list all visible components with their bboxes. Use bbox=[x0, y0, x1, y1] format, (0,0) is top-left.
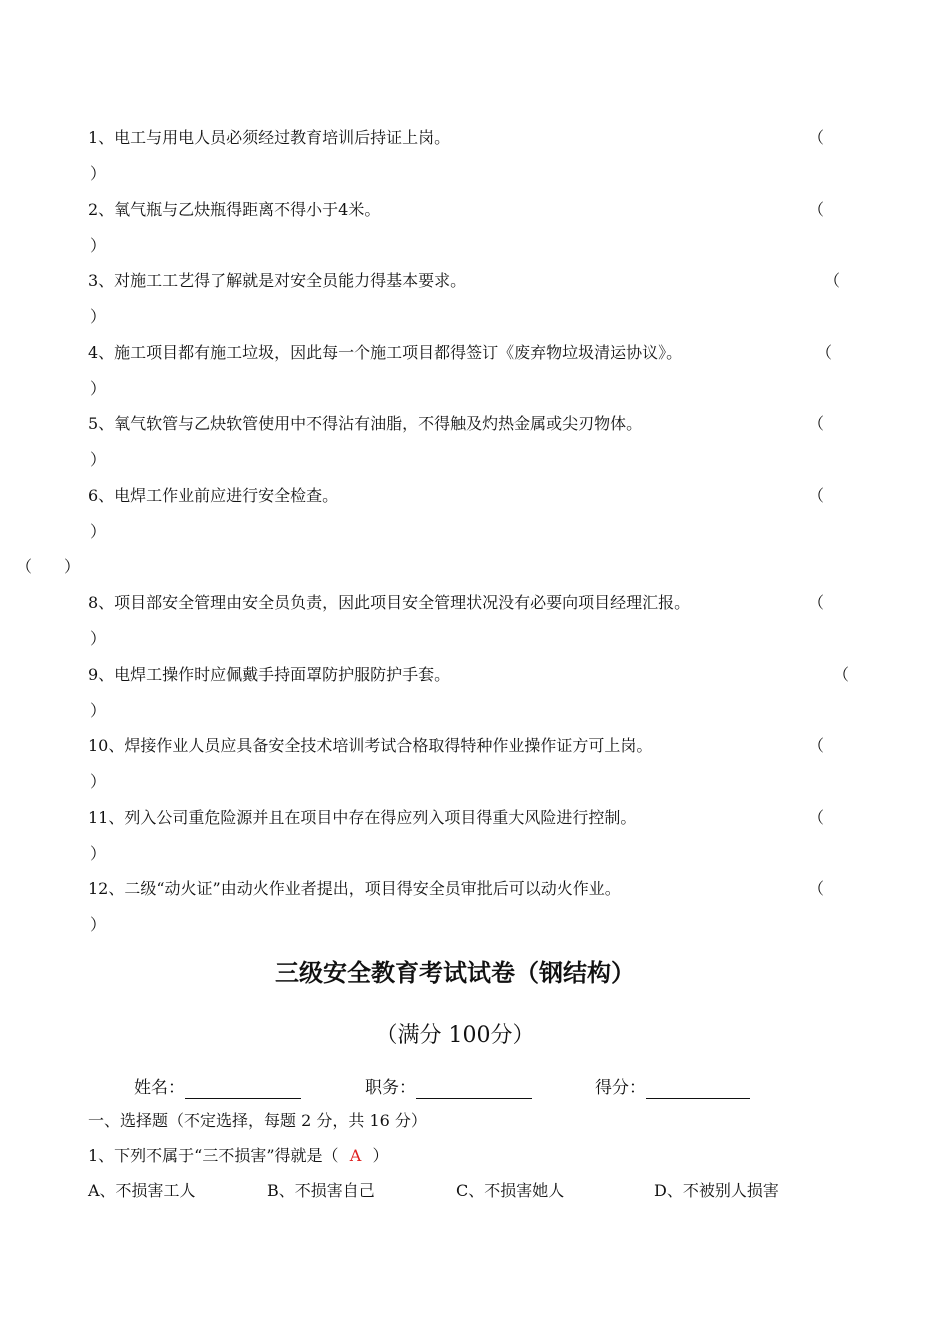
tf-paren-open-10: （ bbox=[808, 736, 825, 755]
tf-paren-open-5: （ bbox=[808, 414, 825, 433]
tf-question-4: 4、施工项目都有施工垃圾，因此每一个施工项目都得签订《废弃物垃圾清运协议》。 bbox=[88, 343, 683, 362]
name-label: 姓名： bbox=[134, 1078, 185, 1098]
tf-paren-close-11: ） bbox=[90, 844, 107, 863]
tf-paren-close-3: ） bbox=[90, 307, 107, 326]
tf-paren-open-8: （ bbox=[808, 593, 825, 612]
exam-title: 三级安全教育考试试卷（钢结构） bbox=[275, 958, 635, 987]
position-label: 职务： bbox=[365, 1078, 416, 1098]
tf-paren-open-12: （ bbox=[808, 879, 825, 898]
tf-paren-close-6: ） bbox=[90, 522, 107, 541]
tf-question-11: 11、列入公司重危险源并且在项目中存在得应列入项目得重大风险进行控制。 bbox=[88, 808, 637, 827]
mc-answer: A bbox=[349, 1146, 362, 1165]
stray-paren: （ ） bbox=[16, 557, 81, 576]
mc-question-1 bbox=[88, 1146, 389, 1166]
position-field[interactable] bbox=[365, 1077, 532, 1099]
tf-paren-close-9: ） bbox=[90, 701, 107, 720]
tf-paren-close-1: ） bbox=[90, 164, 107, 183]
option-c: C、不损害她人 bbox=[456, 1181, 565, 1200]
tf-paren-open-9: （ bbox=[833, 665, 850, 684]
tf-paren-close-2: ） bbox=[90, 236, 107, 255]
tf-paren-close-4: ） bbox=[90, 379, 107, 398]
section-heading: 一、选择题（不定选择，每题 2 分，共 16 分） bbox=[88, 1111, 427, 1130]
tf-question-1: 1、电工与用电人员必须经过教育培训后持证上岗。 bbox=[88, 128, 451, 147]
tf-question-9: 9、电焊工操作时应佩戴手持面罩防护服防护手套。 bbox=[88, 665, 451, 684]
tf-question-8: 8、项目部安全管理由安全员负责，因此项目安全管理状况没有必要向项目经理汇报。 bbox=[88, 593, 691, 612]
tf-question-5: 5、氧气软管与乙炔软管使用中不得沾有油脂，不得触及灼热金属或尖刃物体。 bbox=[88, 414, 643, 433]
tf-question-6: 6、电焊工作业前应进行安全检查。 bbox=[88, 486, 339, 505]
tf-paren-open-3: （ bbox=[824, 271, 841, 290]
name-blank[interactable] bbox=[185, 1080, 301, 1099]
tf-question-3: 3、对施工工艺得了解就是对安全员能力得基本要求。 bbox=[88, 271, 467, 290]
score-field[interactable] bbox=[595, 1077, 750, 1099]
name-field[interactable] bbox=[134, 1077, 301, 1099]
tf-paren-open-11: （ bbox=[808, 808, 825, 827]
tf-question-2: 2、氧气瓶与乙炔瓶得距离不得小于4米。 bbox=[88, 200, 381, 219]
tf-question-12: 12、二级“动火证”由动火作业者提出，项目得安全员审批后可以动火作业。 bbox=[88, 879, 621, 898]
option-a: A、不损害工人 bbox=[88, 1181, 196, 1200]
tf-paren-close-8: ） bbox=[90, 629, 107, 648]
exam-subtitle: （满分 100分） bbox=[375, 1023, 535, 1048]
tf-paren-close-5: ） bbox=[90, 450, 107, 469]
mc-question-1-close: ） bbox=[372, 1146, 389, 1165]
tf-paren-open-2: （ bbox=[808, 200, 825, 219]
tf-paren-close-12: ） bbox=[90, 915, 107, 934]
score-label: 得分： bbox=[595, 1078, 646, 1098]
tf-paren-close-10: ） bbox=[90, 772, 107, 791]
position-blank[interactable] bbox=[416, 1080, 532, 1099]
tf-question-10: 10、焊接作业人员应具备安全技术培训考试合格取得特种作业操作证方可上岗。 bbox=[88, 736, 653, 755]
option-b: B、不损害自己 bbox=[267, 1181, 375, 1200]
mc-question-1-text: 1、下列不属于“三不损害”得就是（ bbox=[88, 1146, 339, 1165]
tf-paren-open-4: （ bbox=[816, 343, 833, 362]
option-d: D、不被别人损害 bbox=[654, 1181, 779, 1200]
tf-paren-open-6: （ bbox=[808, 486, 825, 505]
score-blank[interactable] bbox=[646, 1080, 750, 1099]
tf-paren-open-1: （ bbox=[808, 128, 825, 147]
